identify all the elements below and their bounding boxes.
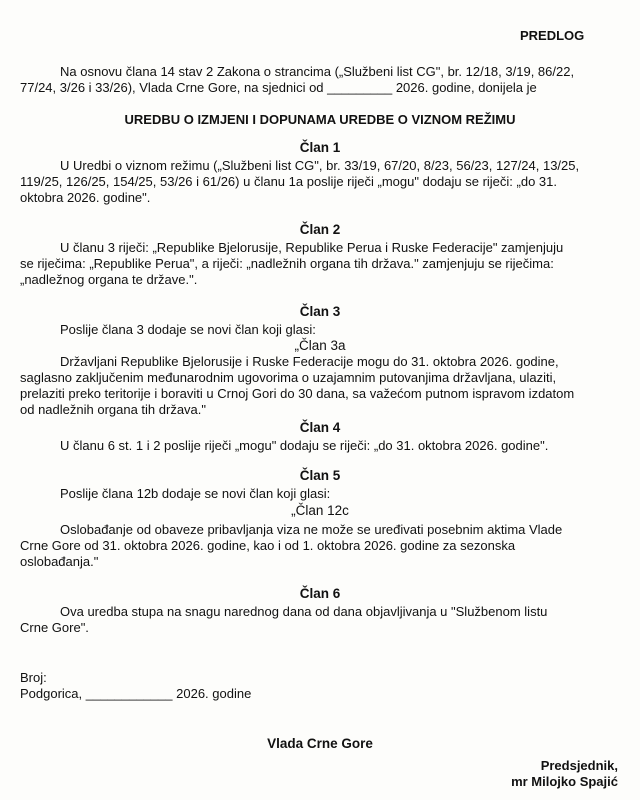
clan-3a-line-3: prelaziti preko teritorije i boraviti u Crnoj Gori do 30 dana, sa važećom putnom ispravom izdatom: [20, 386, 575, 401]
predsjednik-name: mr Milojko Spajić: [511, 774, 618, 789]
clan-6-line-1: Ova uredba stupa na snagu narednog dana od dana objavljivanja u "Službenom listu: [60, 604, 548, 619]
document-title: UREDBU O IZMJENI I DOPUNAMA UREDBE O VIZNOM REŽIMU: [124, 112, 516, 127]
clan-6-heading: Član 6: [299, 586, 341, 601]
clan-3a-line-2: saglasno zaključenim međunarodnim ugovorima o uzajamnim putovanjima državljana, ulaziti,: [20, 370, 557, 385]
clan-12c-line-2: Crne Gore od 31. oktobra 2026. godine, kao i od 1. oktobra 2026. godine za sezonska: [20, 538, 516, 553]
clan-4-heading: Član 4: [299, 420, 341, 435]
clan-3-intro: Poslije člana 3 dodaje se novi član koji glasi:: [60, 322, 316, 337]
clan-3-heading: Član 3: [299, 304, 341, 319]
clan-3a-line-1: Državljani Republike Bjelorusije i Ruske Federacije mogu do 31. oktobra 2026. godine,: [60, 354, 559, 369]
clan-1-line-2: 119/25, 126/25, 154/25, 53/26 i 61/26) u članu 1a poslije riječi „mogu" dodaju se riječi: „do 31.: [20, 174, 557, 189]
intro-line-1: Na osnovu člana 14 stav 2 Zakona o strancima („Službeni list CG", br. 12/18, 3/19, 86/22,: [60, 64, 575, 79]
predsjednik-title: Predsjednik,: [540, 758, 618, 773]
clan-4-line: U članu 6 st. 1 i 2 poslije riječi „mogu" dodaju se riječi: „do 31. oktobra 2026. godine".: [60, 438, 549, 453]
predlog-label: PREDLOG: [520, 28, 585, 43]
intro-line-2: 77/24, 3/26 i 33/26), Vlada Crne Gore, na sjednici od _________ 2026. godine, donijela je: [20, 80, 537, 95]
clan-1-line-3: oktobra 2026. godine".: [20, 190, 151, 205]
clan-12c-heading: „Član 12c: [291, 503, 349, 518]
clan-6-line-2: Crne Gore".: [20, 620, 89, 635]
clan-1-heading: Član 1: [299, 140, 341, 155]
clan-3a-line-4: od nadležnih organa tih država.": [20, 402, 207, 417]
clan-2-line-2: se riječima: „Republike Perua", a riječi: „nadležnih organa tih država." zamjenjuju se riječima:: [20, 256, 554, 271]
podgorica-date-line: Podgorica, ____________ 2026. godine: [20, 686, 252, 701]
clan-2-line-3: „nadležnog organa te države.".: [20, 272, 198, 287]
clan-2-heading: Član 2: [299, 222, 341, 237]
vlada-signature: Vlada Crne Gore: [267, 736, 373, 751]
clan-5-heading: Član 5: [299, 468, 341, 483]
clan-12c-line-3: oslobađanja.": [20, 554, 99, 569]
clan-2-line-1: U članu 3 riječi: „Republike Bjelorusije, Republike Perua i Ruske Federacije" zamjenjuju: [60, 240, 564, 255]
clan-1-line-1: U Uredbi o viznom režimu („Službeni list CG", br. 33/19, 67/20, 8/23, 56/23, 127/24, 13/25,: [60, 158, 580, 173]
clan-3a-heading: „Član 3a: [294, 338, 346, 353]
broj-label: Broj:: [20, 670, 47, 685]
clan-5-intro: Poslije člana 12b dodaje se novi član koji glasi:: [60, 486, 331, 501]
clan-12c-line-1: Oslobađanje od obaveze pribavljanja viza ne može se uređivati posebnim aktima Vlade: [60, 522, 563, 537]
